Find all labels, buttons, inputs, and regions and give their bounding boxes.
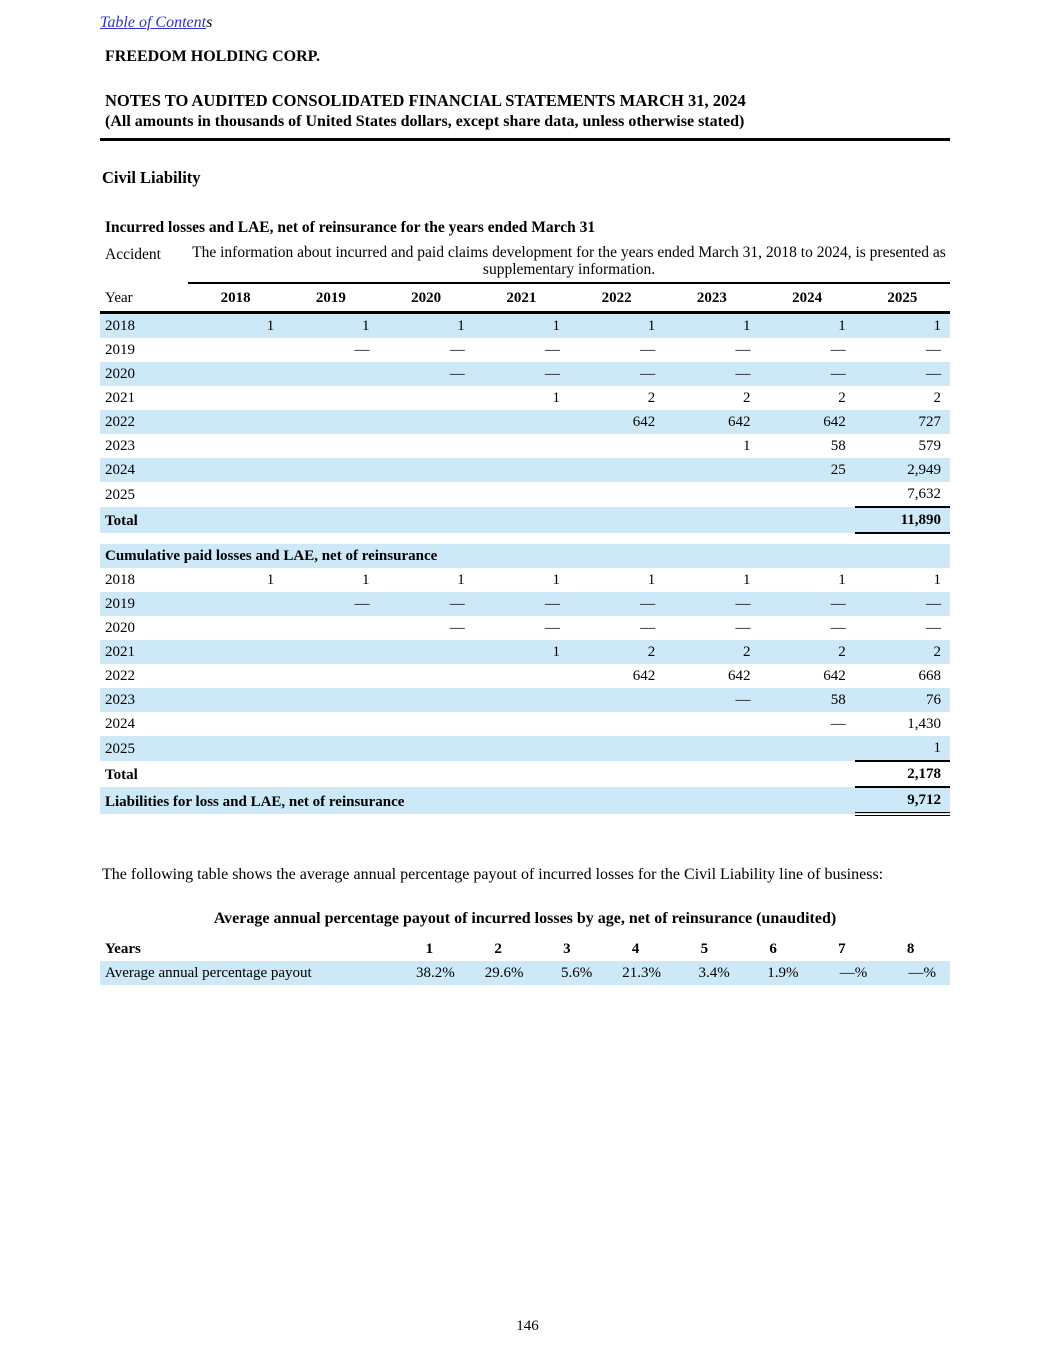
cell-value: [283, 640, 378, 664]
cell-value: [664, 458, 759, 482]
cumulative-paid-section: [100, 568, 950, 814]
cell-value: 9,712: [855, 787, 950, 814]
row-label: Average annual percentage payout: [100, 961, 400, 985]
section-divider: [100, 533, 950, 568]
cell-value: —: [855, 362, 950, 386]
cell-value: [474, 410, 569, 434]
cell-value: [379, 507, 474, 533]
row-label: 2024: [105, 716, 135, 732]
age-header-5: 5: [700, 941, 709, 957]
table-row: [100, 736, 950, 761]
cumulative-section-heading-row: [100, 544, 950, 568]
cell-value: [474, 482, 569, 507]
column-header-2023: 2023: [664, 283, 759, 313]
company-name: FREEDOM HOLDING CORP.: [105, 48, 320, 65]
cell-value: —: [449, 620, 465, 636]
table-row: [100, 410, 950, 434]
cell-value: [474, 434, 569, 458]
cell-value: [569, 688, 664, 712]
cell-value: [760, 482, 855, 507]
cell-value: 1: [379, 313, 474, 339]
table-row: [100, 688, 950, 712]
cell-value: —: [640, 620, 656, 636]
table-of-contents-link[interactable]: Table of Content: [100, 14, 207, 31]
cell-value: 1,430: [907, 716, 941, 732]
cell-value: —: [926, 620, 941, 636]
cumulative-section-heading: Cumulative paid losses and LAE, net of reinsurance: [100, 544, 950, 568]
age-header-8: 8: [906, 941, 915, 957]
row-label: 2021: [100, 640, 188, 664]
cell-value: 1: [474, 313, 569, 339]
cell-value: [569, 712, 664, 736]
cell-value: [379, 688, 474, 712]
cell-value: [664, 761, 759, 787]
cell-value: [474, 761, 569, 787]
cell-value: 2: [664, 640, 759, 664]
cell-value: [379, 434, 474, 458]
cell-value: [188, 592, 283, 616]
cell-value: 1: [569, 313, 664, 339]
cell-value: [188, 410, 283, 434]
cell-value: —: [664, 592, 759, 616]
cell-value: [188, 736, 283, 761]
cell-value: [283, 458, 378, 482]
cell-value: [474, 458, 569, 482]
cell-value: —: [735, 342, 751, 358]
cell-value: 11,890: [855, 507, 950, 533]
cell-value: [188, 761, 283, 787]
header-row-note: [100, 243, 950, 283]
table-row: [100, 458, 950, 482]
cell-value: 1: [743, 438, 751, 454]
age-header-3: 3: [563, 941, 571, 957]
table-row: [100, 507, 950, 533]
cell-value: [474, 507, 569, 533]
cell-value: 38.2%: [400, 961, 469, 985]
cell-value: 1: [838, 572, 846, 588]
cell-value: 1: [552, 572, 560, 588]
cell-value: [379, 640, 474, 664]
cell-value: [188, 616, 283, 640]
cell-value: [569, 736, 664, 761]
cell-value: [379, 736, 474, 761]
cell-value: —: [545, 620, 560, 636]
cell-value: [188, 338, 283, 362]
payout-header-row: [100, 937, 950, 961]
table-row: [100, 616, 950, 640]
payout-data-section: [100, 961, 950, 985]
cell-value: [283, 664, 378, 688]
supplementary-note: The information about incurred and paid claims development for the years ended March 31, 2018 to 2024, is presented as supplementary information.: [188, 243, 950, 283]
breadcrumb: [100, 14, 950, 32]
year-header: Year: [100, 283, 188, 313]
cell-value: [188, 386, 283, 410]
row-label: 2023: [100, 688, 188, 712]
cell-value: 642: [760, 410, 855, 434]
age-header-4: 4: [631, 941, 640, 957]
cell-value: 2: [838, 390, 846, 406]
cell-value: [283, 688, 378, 712]
table-row: [100, 664, 950, 688]
cell-value: [283, 434, 378, 458]
cell-value: [474, 688, 569, 712]
table-row: [100, 434, 950, 458]
cell-value: [283, 616, 378, 640]
cell-value: 1: [283, 313, 378, 339]
table-row: [100, 961, 950, 985]
row-label: 2018: [105, 572, 135, 588]
cell-value: [379, 458, 474, 482]
cell-value: [760, 761, 855, 787]
column-header-2018: 2018: [188, 283, 283, 313]
age-header-7: 7: [838, 941, 846, 957]
cell-value: —: [830, 716, 846, 732]
section-heading: Civil Liability: [102, 168, 201, 187]
cell-value: 579: [918, 438, 941, 454]
cell-value: —%: [881, 961, 950, 985]
cell-value: [664, 736, 759, 761]
table-row: [100, 592, 950, 616]
cell-value: 2: [647, 390, 656, 406]
cell-value: [188, 482, 283, 507]
cell-value: —: [474, 592, 569, 616]
payout-table: [100, 937, 950, 985]
age-header-1: 1: [425, 941, 434, 957]
cell-value: [760, 736, 855, 761]
cell-value: 1: [933, 572, 941, 588]
cell-value: 2: [855, 640, 950, 664]
payout-intro-text: The following table shows the average annual percentage payout of incurred losses for the Civil Liability line of business:: [102, 866, 884, 883]
cell-value: 668: [918, 668, 941, 684]
cell-value: [569, 458, 664, 482]
claims-table-header: [100, 243, 950, 313]
cell-value: 2: [760, 640, 855, 664]
cell-value: 2: [743, 390, 751, 406]
row-label: 2022: [100, 410, 188, 434]
cell-value: —: [379, 362, 474, 386]
table-row: [100, 338, 950, 362]
cell-value: 642: [823, 668, 846, 684]
cell-value: —: [664, 688, 759, 712]
cell-value: 1: [266, 572, 275, 588]
cell-value: —: [640, 342, 656, 358]
cell-value: —: [926, 342, 941, 358]
claims-development-table: [100, 243, 950, 816]
cell-value: —: [354, 342, 370, 358]
cell-value: [188, 640, 283, 664]
years-header: Years: [105, 941, 141, 957]
row-label: 2025: [100, 736, 188, 761]
row-label: Total: [100, 507, 188, 533]
column-header-2020: 2020: [379, 283, 474, 313]
row-label: 2020: [100, 362, 188, 386]
cell-value: [379, 712, 474, 736]
row-label: 2021: [105, 390, 135, 406]
cell-value: —: [283, 592, 378, 616]
cell-value: —: [474, 362, 569, 386]
row-label: 2023: [105, 438, 135, 454]
cell-value: 1: [664, 313, 759, 339]
notes-subtitle: (All amounts in thousands of United States dollars, except share data, unless otherwise stated): [105, 113, 745, 130]
cell-value: 21.3%: [606, 961, 675, 985]
column-header-2024: 2024: [760, 283, 855, 313]
cell-value: [283, 410, 378, 434]
cell-value: 642: [569, 410, 664, 434]
cell-value: [188, 434, 283, 458]
cell-value: 1: [760, 313, 855, 339]
cell-value: [188, 458, 283, 482]
table-row: [100, 761, 950, 787]
cell-value: [569, 434, 664, 458]
row-label: 2025: [105, 487, 135, 503]
column-header-2025: 2025: [855, 283, 950, 313]
cell-value: 1: [362, 572, 370, 588]
cell-value: [379, 482, 474, 507]
cell-value: 3.4%: [675, 961, 744, 985]
cell-value: [474, 736, 569, 761]
cell-value: 1: [647, 572, 656, 588]
cell-value: —: [830, 620, 846, 636]
cell-value: 58: [830, 438, 846, 454]
cell-value: [474, 664, 569, 688]
cell-value: 1: [474, 640, 569, 664]
cell-value: [664, 507, 759, 533]
cell-value: 2: [933, 390, 941, 406]
row-label: 2022: [105, 668, 135, 684]
cell-value: [379, 410, 474, 434]
cell-value: —: [545, 342, 560, 358]
row-label: 2024: [100, 458, 188, 482]
cell-value: —: [569, 362, 664, 386]
table-row: [100, 482, 950, 507]
table-row: [100, 362, 950, 386]
table-row: [100, 568, 950, 592]
cell-value: 2,178: [855, 761, 950, 787]
cell-value: 29.6%: [469, 961, 538, 985]
cell-value: [283, 736, 378, 761]
cell-value: 2,949: [855, 458, 950, 482]
cell-value: 642: [728, 668, 751, 684]
cell-value: —: [760, 362, 855, 386]
cell-value: [188, 688, 283, 712]
cell-value: —: [449, 342, 465, 358]
cell-value: 5.6%: [538, 961, 607, 985]
cell-value: —%: [813, 961, 882, 985]
cell-value: [474, 712, 569, 736]
cell-value: 1: [457, 572, 465, 588]
table-of-contents-suffix: s: [206, 14, 213, 31]
row-label: 2018: [100, 313, 188, 339]
cell-value: —: [735, 620, 751, 636]
cell-value: [283, 507, 378, 533]
table-row: [100, 640, 950, 664]
row-label: 2019: [105, 342, 135, 358]
cell-value: [664, 712, 759, 736]
cell-value: [283, 362, 378, 386]
cell-value: [188, 362, 283, 386]
cell-value: 1: [855, 313, 950, 339]
cell-value: 1: [855, 736, 950, 761]
row-label: Total: [105, 767, 138, 783]
table-row: [100, 313, 950, 339]
cell-value: —: [664, 362, 759, 386]
cell-value: —: [379, 592, 474, 616]
cell-value: [569, 482, 664, 507]
cell-value: [188, 664, 283, 688]
row-label: Liabilities for loss and LAE, net of reinsurance: [100, 787, 855, 814]
cell-value: [569, 507, 664, 533]
cell-value: [379, 386, 474, 410]
row-label: 2019: [100, 592, 188, 616]
incurred-losses-section: [100, 313, 950, 534]
cell-value: [283, 482, 378, 507]
cell-value: —: [830, 342, 846, 358]
cell-value: 2: [569, 640, 664, 664]
row-label: 2020: [105, 620, 135, 636]
table-row: [100, 386, 950, 410]
cell-value: 1: [188, 313, 283, 339]
accident-header: Accident: [105, 246, 161, 263]
cell-value: 7,632: [855, 482, 950, 507]
cell-value: —: [760, 592, 855, 616]
cell-value: [379, 761, 474, 787]
claims-table-title: Incurred losses and LAE, net of reinsurance for the years ended March 31: [105, 219, 596, 236]
payout-table-header: [100, 937, 950, 961]
spacer-row: [100, 533, 950, 544]
cell-value: [283, 712, 378, 736]
header-rule: [100, 138, 950, 141]
header-row-years: [100, 283, 950, 313]
table-row: [100, 712, 950, 736]
cell-value: 1.9%: [744, 961, 813, 985]
cell-value: [188, 507, 283, 533]
cell-value: [760, 507, 855, 533]
cell-value: [283, 761, 378, 787]
cell-value: [569, 761, 664, 787]
cell-value: —: [855, 592, 950, 616]
payout-table-title: Average annual percentage payout of incurred losses by age, net of reinsurance (unaudited): [213, 910, 837, 927]
cell-value: 76: [855, 688, 950, 712]
cell-value: 727: [855, 410, 950, 434]
cell-value: 642: [632, 668, 656, 684]
notes-title: NOTES TO AUDITED CONSOLIDATED FINANCIAL STATEMENTS MARCH 31, 2024: [105, 91, 746, 110]
cell-value: 58: [760, 688, 855, 712]
cell-value: [283, 386, 378, 410]
table-row: [100, 787, 950, 814]
column-header-2021: 2021: [474, 283, 569, 313]
age-header-6: 6: [769, 941, 777, 957]
cell-value: 25: [760, 458, 855, 482]
cell-value: —: [569, 592, 664, 616]
cell-value: [188, 712, 283, 736]
cell-value: [664, 482, 759, 507]
cell-value: 1: [743, 572, 751, 588]
cell-value: [379, 664, 474, 688]
cell-value: 642: [664, 410, 759, 434]
cell-value: 1: [552, 390, 560, 406]
age-header-2: 2: [494, 941, 502, 957]
column-header-2019: 2019: [283, 283, 378, 313]
column-header-2022: 2022: [569, 283, 664, 313]
page-number: 146: [516, 1318, 539, 1334]
